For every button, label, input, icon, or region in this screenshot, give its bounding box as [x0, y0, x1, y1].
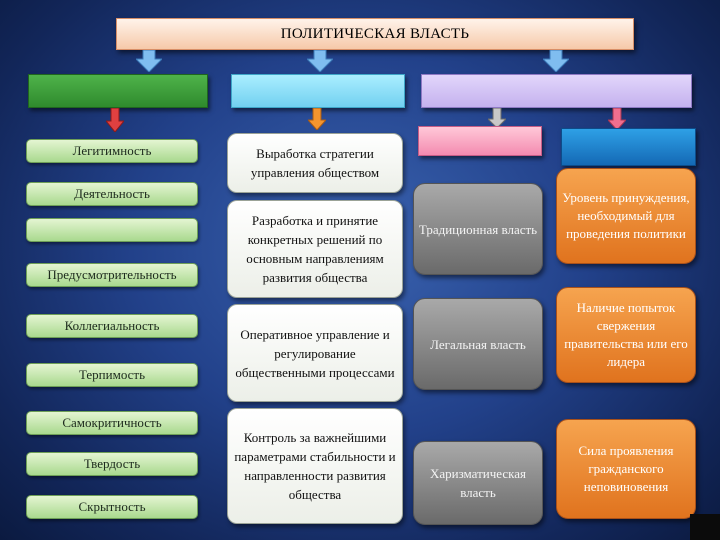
principle-item: Предусмотрительность — [26, 263, 198, 287]
principle-item: Скрытность — [26, 495, 198, 519]
principle-item: Коллегиальность — [26, 314, 198, 338]
function-item: Разработка и принятие конкретных решений по основным направлениям развития общества — [227, 200, 403, 298]
power-type-item: Легальная власть — [413, 298, 543, 390]
functions-header — [231, 74, 405, 108]
arrow-down-icon — [608, 108, 626, 130]
legitimacy-indicator-item: Наличие попыток свержения правительства или его лидера — [556, 287, 696, 383]
arrow-down-icon — [488, 108, 506, 128]
arrow-down-icon — [308, 108, 326, 130]
legitimacy-indicator-item: Уровень принуждения, необходимый для проведения политики — [556, 168, 696, 264]
function-item: Оперативное управление и регулирование общественными процессами — [227, 304, 403, 402]
principles-header — [28, 74, 208, 108]
arrow-down-icon — [106, 108, 124, 132]
principle-item — [26, 218, 198, 242]
function-item: Контроль за важнейшими параметрами стабильности и направленности развития общества — [227, 408, 403, 524]
principle-item: Твердость — [26, 452, 198, 476]
arrow-down-icon — [543, 50, 569, 72]
legitimacy-header — [421, 74, 692, 108]
function-item: Выработка стратегии управления обществом — [227, 133, 403, 193]
principle-item: Самокритичность — [26, 411, 198, 435]
page-title: ПОЛИТИЧЕСКАЯ ВЛАСТЬ — [116, 18, 634, 50]
legitimacy-indicators-header — [561, 128, 696, 166]
principle-item: Деятельность — [26, 182, 198, 206]
legitimacy-types-header — [418, 126, 542, 156]
power-type-item: Традиционная власть — [413, 183, 543, 275]
arrow-down-icon — [307, 50, 333, 72]
principle-item: Терпимость — [26, 363, 198, 387]
principle-item: Легитимность — [26, 139, 198, 163]
power-type-item: Харизматическая власть — [413, 441, 543, 525]
legitimacy-indicator-item: Сила проявления гражданского неповиновения — [556, 419, 696, 519]
corner-block — [690, 514, 720, 540]
arrow-down-icon — [136, 50, 162, 72]
